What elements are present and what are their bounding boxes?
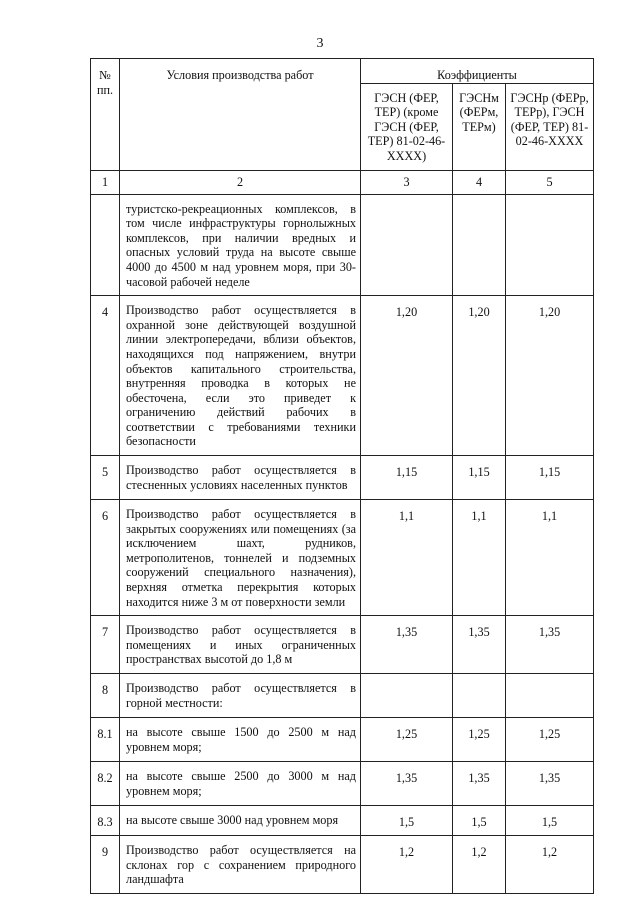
coef-gesn: 1,1 xyxy=(361,500,453,616)
row-conditions: на высоте свыше 3000 над уровнем моря xyxy=(120,806,361,836)
row-conditions: Производство работ осуществляется в охранной зоне действующей воздушной линии электропередачи, вблизи объектов, находящихся под напряжением, внутри объектов капитального строительства, внутренняя проводка в которых не обесточена, если это приведет к ограничению действий рабочих в соответствии с требованиями техники безопасности xyxy=(120,296,361,456)
page-number: 3 xyxy=(316,36,324,51)
coef-gesnm: 1,15 xyxy=(453,456,506,500)
table-row xyxy=(91,456,594,500)
table-row xyxy=(91,296,594,456)
row-conditions: Производство работ осуществляется в помещениях и иных ограниченных пространствах высотой до 1,8 м xyxy=(120,616,361,674)
coef-gesn xyxy=(361,194,453,296)
coef-gesnm: 1,35 xyxy=(453,616,506,674)
column-number: 2 xyxy=(120,170,361,194)
table-row xyxy=(91,836,594,894)
row-number: 4 xyxy=(91,296,120,456)
coef-gesnr: 1,35 xyxy=(506,616,594,674)
column-number: 5 xyxy=(506,170,594,194)
row-number: 8 xyxy=(91,674,120,718)
row-number: 6 xyxy=(91,500,120,616)
coef-gesnm: 1,25 xyxy=(453,718,506,762)
coef-gesnm xyxy=(453,194,506,296)
coef-gesn: 1,15 xyxy=(361,456,453,500)
coef-gesn: 1,2 xyxy=(361,836,453,894)
row-number: 7 xyxy=(91,616,120,674)
coefficients-table xyxy=(90,58,594,894)
coef-gesnr: 1,2 xyxy=(506,836,594,894)
coef-gesnr: 1,1 xyxy=(506,500,594,616)
table-row xyxy=(91,616,594,674)
coef-gesnr xyxy=(506,194,594,296)
coef-gesnr: 1,5 xyxy=(506,806,594,836)
header-number: № пп. xyxy=(91,59,120,171)
column-number: 3 xyxy=(361,170,453,194)
coef-gesn: 1,35 xyxy=(361,762,453,806)
row-conditions: Производство работ осуществляется в горной местности: xyxy=(120,674,361,718)
row-number: 5 xyxy=(91,456,120,500)
coef-gesnm xyxy=(453,674,506,718)
row-number: 8.1 xyxy=(91,718,120,762)
coef-gesnr: 1,25 xyxy=(506,718,594,762)
coef-gesnr: 1,35 xyxy=(506,762,594,806)
column-number-row xyxy=(91,170,594,194)
coef-gesn: 1,35 xyxy=(361,616,453,674)
coef-gesnr: 1,20 xyxy=(506,296,594,456)
coef-gesn xyxy=(361,674,453,718)
coef-gesnm: 1,5 xyxy=(453,806,506,836)
table-row xyxy=(91,806,594,836)
row-number: 9 xyxy=(91,836,120,894)
coef-gesnm: 1,2 xyxy=(453,836,506,894)
header-conditions: Условия производства работ xyxy=(120,59,361,171)
coef-gesnr xyxy=(506,674,594,718)
coef-gesnm: 1,35 xyxy=(453,762,506,806)
row-conditions: Производство работ осуществляется на склонах гор с сохранением природного ландшафта xyxy=(120,836,361,894)
header-gesnm: ГЭСНм (ФЕРм, ТЕРм) xyxy=(453,83,506,170)
coef-gesn: 1,25 xyxy=(361,718,453,762)
coef-gesn: 1,5 xyxy=(361,806,453,836)
row-conditions: туристско-рекреационных комплексов, в том числе инфраструктуры горнолыжных комплексов, при наличии вредных и опасных условий труда на высоте свыше 4000 до 4500 м над уровнем моря, при 30-часовой рабочей неделе xyxy=(120,194,361,296)
header-row xyxy=(91,59,594,84)
row-number: 8.2 xyxy=(91,762,120,806)
coef-gesn: 1,20 xyxy=(361,296,453,456)
table-row xyxy=(91,500,594,616)
row-conditions: на высоте свыше 1500 до 2500 м над уровнем моря; xyxy=(120,718,361,762)
table-row xyxy=(91,194,594,296)
table-row xyxy=(91,762,594,806)
column-number: 1 xyxy=(91,170,120,194)
coef-gesnm: 1,20 xyxy=(453,296,506,456)
header-gesnr: ГЭСНр (ФЕРр, ТЕРр), ГЭСН (ФЕР, ТЕР) 81-02-46-XXXX xyxy=(506,83,594,170)
row-conditions: Производство работ осуществляется в стесненных условиях населенных пунктов xyxy=(120,456,361,500)
table-row xyxy=(91,674,594,718)
row-conditions: на высоте свыше 2500 до 3000 м над уровнем моря; xyxy=(120,762,361,806)
coef-gesnm: 1,1 xyxy=(453,500,506,616)
row-number xyxy=(91,194,120,296)
column-number: 4 xyxy=(453,170,506,194)
row-number: 8.3 xyxy=(91,806,120,836)
coef-gesnr: 1,15 xyxy=(506,456,594,500)
header-coefficients: Коэффициенты xyxy=(361,59,594,84)
table-row xyxy=(91,718,594,762)
row-conditions: Производство работ осуществляется в закрытых сооружениях или помещениях (за исключением шахт, рудников, метрополитенов, тоннелей и подземных сооружений специального назначения), верхняя отметка перекрытия которых находится ниже 3 м от поверхности земли xyxy=(120,500,361,616)
header-gesn: ГЭСН (ФЕР, ТЕР) (кроме ГЭСН (ФЕР, ТЕР) 81-02-46-XXXX) xyxy=(361,83,453,170)
